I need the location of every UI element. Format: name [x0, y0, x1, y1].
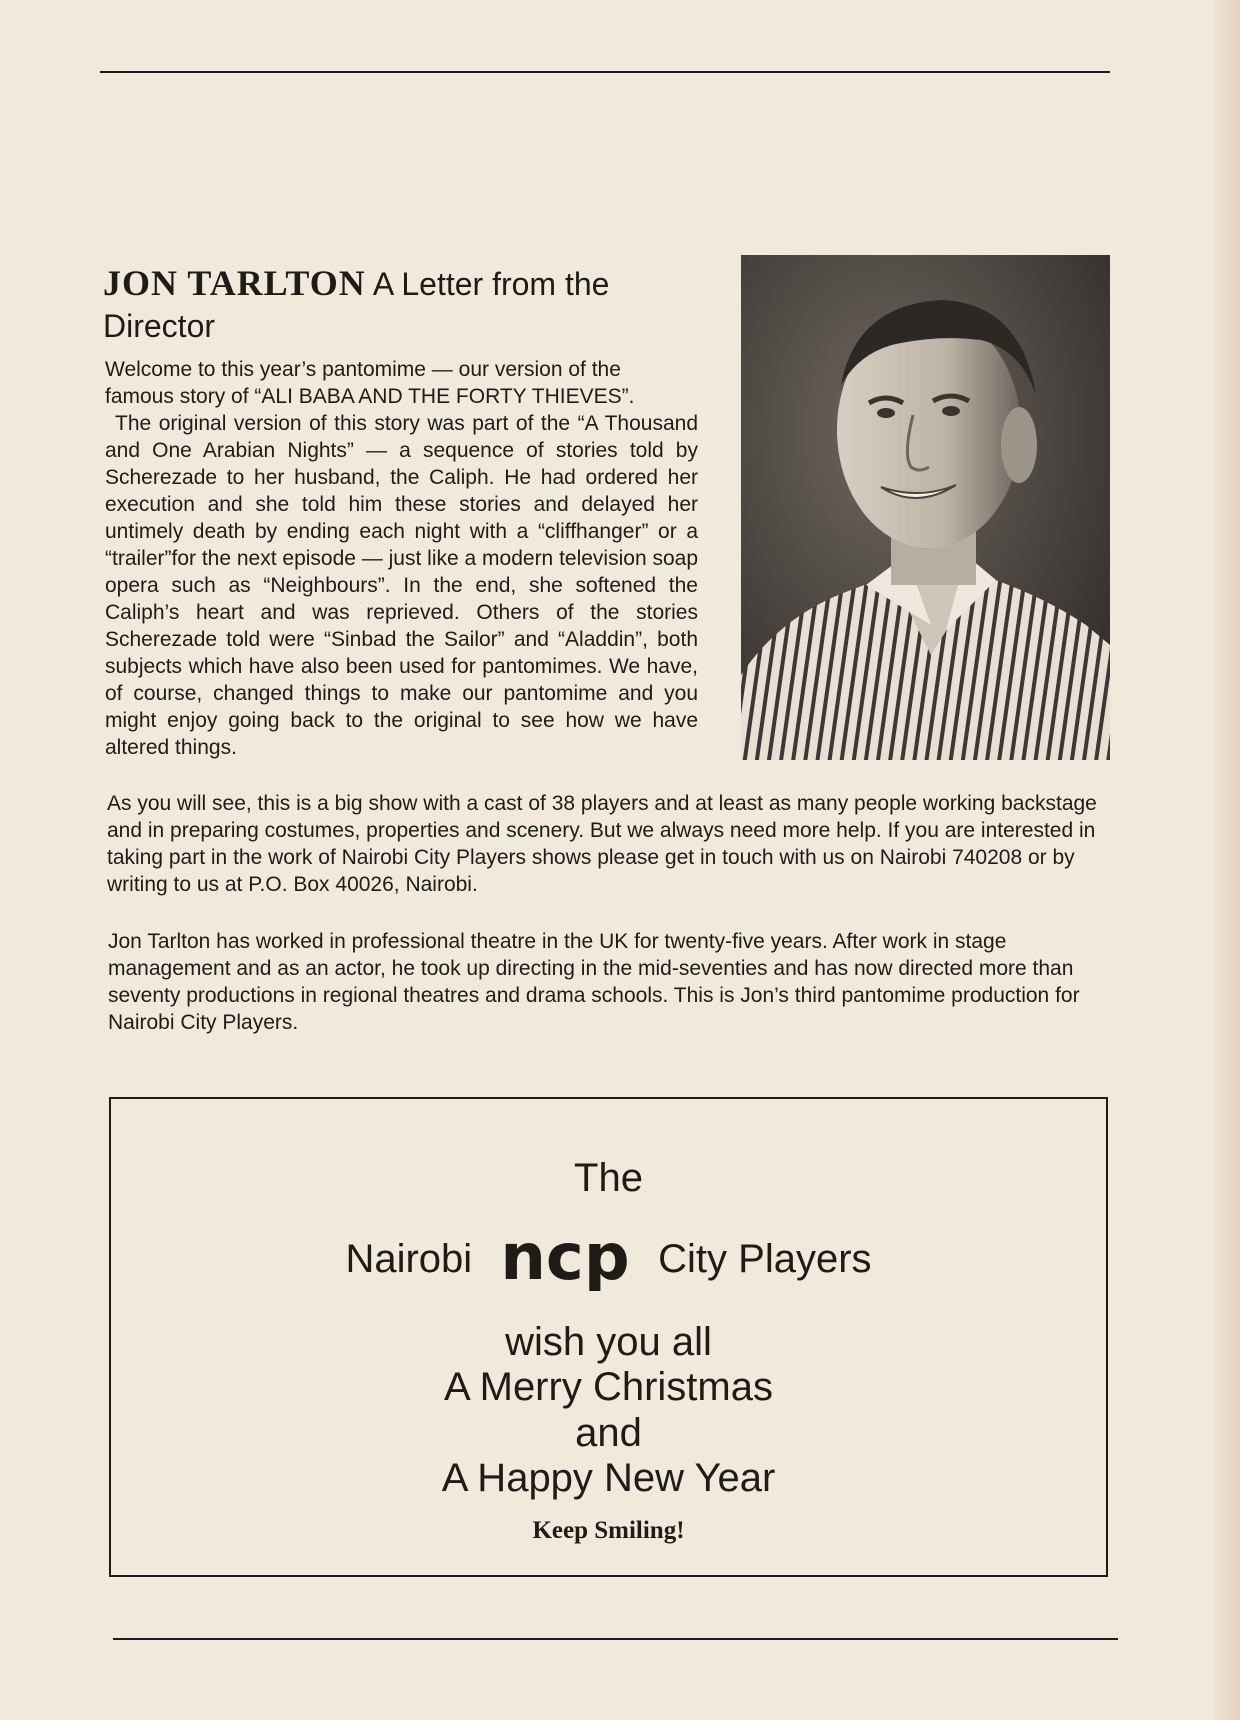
ncp-logo-text: ncp [500, 1227, 630, 1291]
letter-paragraph: The original version of this story was part of the “A Thousand and One Arabian Nights” — a sequence of stories told by Scherezade to her husband, the Caliph. He had ordered her execution and she told him these stories and delayed her untimely death by ending each night with a “cliffhanger” or a “trailer”for the next episode — just like a modern television soap opera such as “Neighbours”. In the end, she softened the Caliph’s heart and was reprieved. Others of the stories Scherezade told were “Sinbad the Sailor” and “Aladdin”, both subjects which have also been used for pantomimes. We have, of course, changed things to make our pantomime and you might enjoy going back to the original to see how we have altered things. [105, 412, 698, 759]
greeting-the: The [574, 1156, 643, 1200]
greeting-line: and [575, 1411, 642, 1455]
article-subtitle: A Letter from the Director [103, 266, 610, 344]
director-bio: Jon Tarlton has worked in professional theatre in the UK for twenty-five years. After work in stage management and as an actor, he took up directing in the mid-seventies and has now directed more than seventy productions in regional theatres and drama schools. This is Jon’s third pantomime production for Nairobi City Players. [108, 930, 1080, 1034]
intro-line: Welcome to this year’s pantomime — our version of the [105, 358, 621, 381]
letter-intro [105, 356, 698, 761]
director-portrait-image [741, 255, 1110, 760]
director-portrait [741, 255, 1110, 760]
intro-line: famous story of “ALI BABA AND THE FORTY THIEVES”. [105, 385, 635, 408]
brand-row [111, 1224, 1106, 1294]
ncp-logo-icon [490, 1227, 640, 1291]
greeting-line: A Happy New Year [441, 1456, 776, 1500]
letter-continuation: As you will see, this is a big show with a cast of 38 players and at least as many people working backstage and in preparing costumes, properties and scenery. But we always need more help. If you are interested in taking part in the work of Nairobi City Players shows please get in touch with us on Nairobi 740208 or by writing to us at P.O. Box 40026, Nairobi. [107, 792, 1097, 896]
brand-right-words: City Players [658, 1236, 872, 1281]
greeting-tagline: Keep Smiling! [532, 1517, 685, 1544]
greeting-line: wish you all [505, 1320, 712, 1364]
author-name: JON TARLTON [103, 263, 366, 303]
top-rule [100, 71, 1110, 73]
greeting-line: A Merry Christmas [444, 1365, 773, 1409]
page-edge [1212, 0, 1240, 1720]
bottom-rule [113, 1638, 1118, 1640]
brand-left-word: Nairobi [345, 1236, 473, 1281]
article-heading [103, 262, 703, 347]
greeting-box [109, 1097, 1108, 1577]
